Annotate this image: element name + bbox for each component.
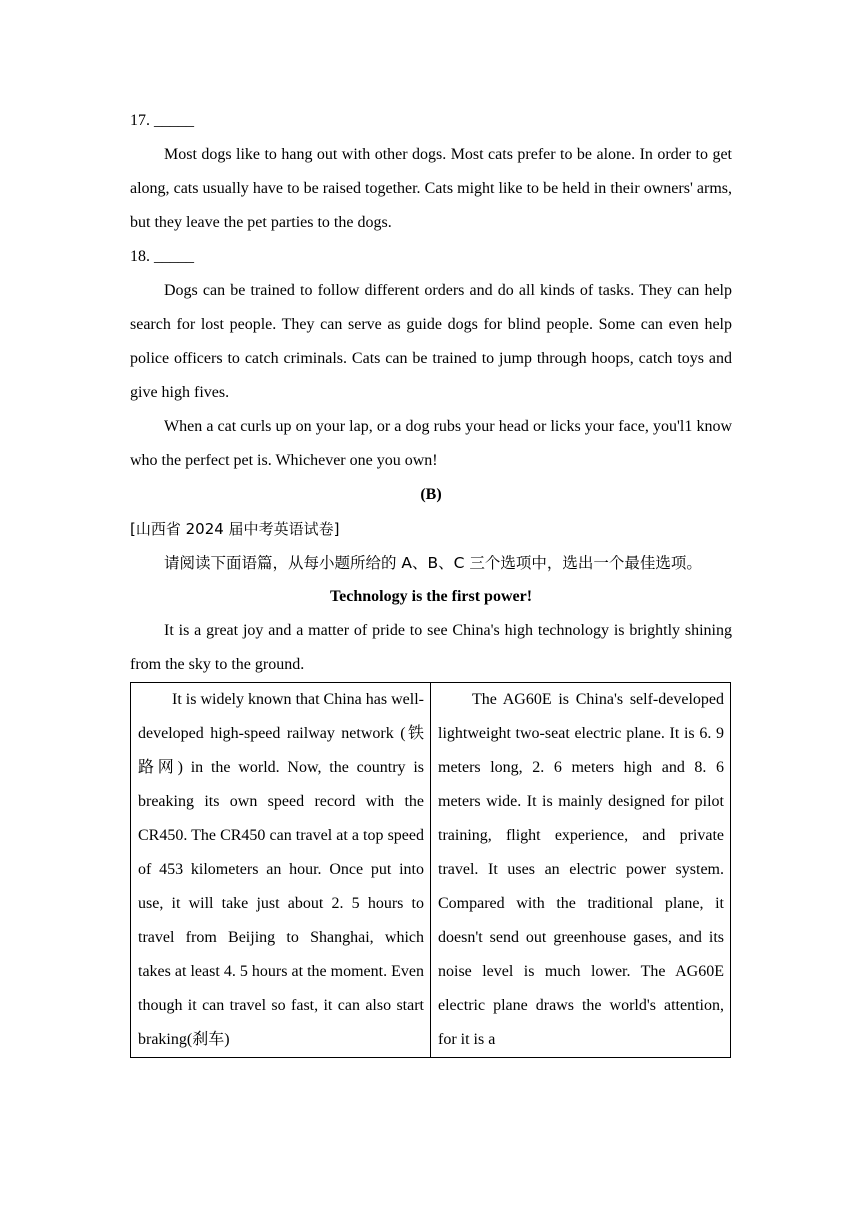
- section-b-instruction: 请阅读下面语篇，从每小题所给的 A、B、C 三个选项中，选出一个最佳选项。: [164, 554, 702, 572]
- two-column-table: [130, 682, 731, 1058]
- passage-intro: It is a great joy and a matter of pride to see China's high technology is brightly shining from the sky to the ground.: [130, 622, 732, 673]
- document-page: [130, 104, 732, 1058]
- passage-title: Technology is the first power!: [329, 588, 533, 605]
- table-cell-left: [131, 683, 431, 1058]
- table-row: [131, 683, 731, 1058]
- closing-paragraph: When a cat curls up on your lap, or a dog rubs your head or licks your face, you'l1 know who the perfect pet is. Whichever one you own!: [130, 418, 732, 469]
- cell-right-text: The AG60E is China's self-developed lightweight two-seat electric plane. It is 6. 9 meters long, 2. 6 meters high and 8. 6 meters wide. It is mainly designed for pilot training, flight experience, and private travel. It uses an electric power system. Compared with the traditional plane, it doesn't send out greenhouse gases, and its noise level is much lower. The AG60E electric plane draws the world's attention, for it is a: [438, 691, 724, 1048]
- question-18-paragraph: Dogs can be trained to follow different orders and do all kinds of tasks. They can help search for lost people. They can serve as guide dogs for blind people. Some can even help police officers to catch criminals. Cats can be trained to jump through hoops, catch toys and give high fives.: [130, 282, 732, 401]
- question-17-paragraph: Most dogs like to hang out with other dogs. Most cats prefer to be alone. In order to get along, cats usually have to be raised together. Cats might like to be held in their owners' arms, but they leave the pet parties to the dogs.: [130, 146, 732, 231]
- section-b-source: [山西省 2024 届中考英语试卷]: [130, 520, 340, 538]
- table-cell-right: [431, 683, 731, 1058]
- section-b-heading: (B): [420, 486, 442, 503]
- question-17-label: 17. _____: [130, 112, 194, 129]
- question-18-label: 18. _____: [130, 248, 194, 265]
- cell-left-text: It is widely known that China has well-developed high-speed railway network (铁路网) in the world. Now, the country is breaking its own speed record with the CR450. The CR450 can travel at a top speed of 453 kilometers an hour. Once put into use, it will take just about 2. 5 hours to travel from Beijing to Shanghai, which takes at least 4. 5 hours at the moment. Even though it can travel so fast, it can also start braking(刹车): [138, 691, 424, 1048]
